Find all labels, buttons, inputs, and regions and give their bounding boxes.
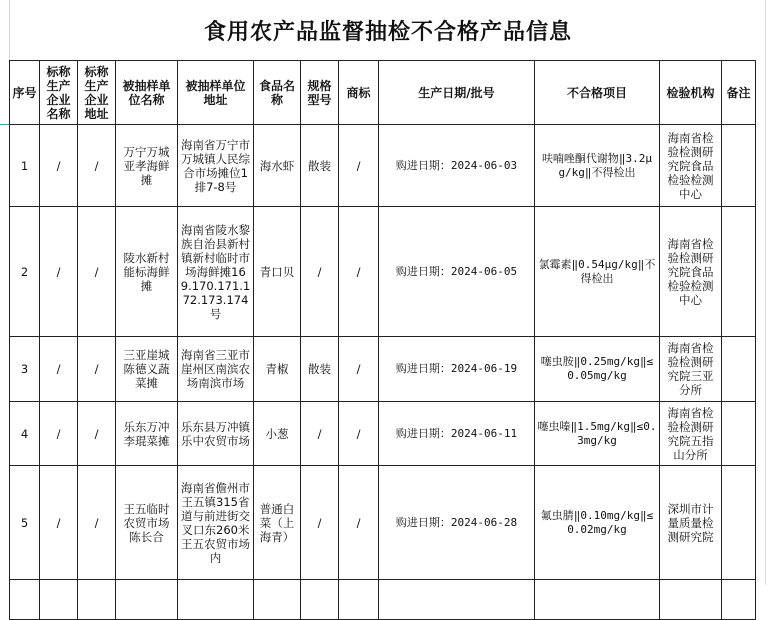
cell-no: 4 <box>10 402 40 466</box>
cell-agency: 海南省检验检测研究院五指山分所 <box>660 402 722 466</box>
cell-empty <box>40 580 78 620</box>
cell-sampled-unit-address: 海南省万宁市万城镇人民综合市场摊位1排7-8号 <box>178 125 254 207</box>
cell-producer: / <box>40 125 78 207</box>
cell-empty <box>116 580 178 620</box>
header-cell: 被抽样单位地址 <box>178 61 254 125</box>
cell-empty <box>339 580 379 620</box>
cell-no: 2 <box>10 207 40 337</box>
cell-empty <box>379 580 535 620</box>
header-cell: 序号 <box>10 61 40 125</box>
cell-sampled-unit-address: 海南省儋州市王五镇315省道与前进街交叉口东260米王五农贸市场内 <box>178 466 254 580</box>
cell-failed-item: 呋喃唑酮代谢物‖3.2μg/kg‖不得检出 <box>535 125 660 207</box>
cell-failed-item: 氯霉素‖0.54μg/kg‖不得检出 <box>535 207 660 337</box>
cell-agency: 海南省检验检测研究院食品检验检测中心 <box>660 125 722 207</box>
cell-no: 1 <box>10 125 40 207</box>
cell-agency: 深圳市计量质量检测研究院 <box>660 466 722 580</box>
table-row-partial <box>10 580 756 620</box>
cell-spec: 散装 <box>301 125 339 207</box>
cell-date: 购进日期：2024-06-28 <box>379 466 535 580</box>
table-row <box>10 125 756 207</box>
cell-producer-address: / <box>78 402 116 466</box>
cell-empty <box>722 580 756 620</box>
cell-food-name: 青椒 <box>254 337 301 402</box>
cell-food-name: 普通白菜（上海青） <box>254 466 301 580</box>
header-cell: 商标 <box>339 61 379 125</box>
cell-failed-item: 噻虫胺‖0.25mg/kg‖≤0.05mg/kg <box>535 337 660 402</box>
table-header-row <box>10 61 756 125</box>
cell-sampled-unit: 乐东万冲李琨菜摊 <box>116 402 178 466</box>
cell-empty <box>254 580 301 620</box>
cell-food-name: 小葱 <box>254 402 301 466</box>
cell-note <box>722 402 756 466</box>
cell-date: 购进日期：2024-06-03 <box>379 125 535 207</box>
header-cell: 不合格项目 <box>535 61 660 125</box>
header-cell: 生产日期/批号 <box>379 61 535 125</box>
cell-sampled-unit-address: 乐东县万冲镇乐中农贸市场 <box>178 402 254 466</box>
row-marker <box>0 124 9 125</box>
cell-note <box>722 207 756 337</box>
header-cell: 标称生产企业地址 <box>78 61 116 125</box>
cell-note <box>722 466 756 580</box>
cell-producer: / <box>40 466 78 580</box>
cell-empty <box>301 580 339 620</box>
cell-note <box>722 125 756 207</box>
cell-date: 购进日期：2024-06-11 <box>379 402 535 466</box>
cell-empty <box>178 580 254 620</box>
cell-sampled-unit: 陵水新村能标海鲜摊 <box>116 207 178 337</box>
header-cell: 食品名称 <box>254 61 301 125</box>
header-cell: 检验机构 <box>660 61 722 125</box>
cell-no: 5 <box>10 466 40 580</box>
header-cell: 被抽样单位名称 <box>116 61 178 125</box>
cell-spec: 散装 <box>301 337 339 402</box>
cell-producer: / <box>40 207 78 337</box>
sheet-left-margin <box>0 60 9 585</box>
cell-brand: / <box>339 466 379 580</box>
cell-producer: / <box>40 402 78 466</box>
cell-spec: / <box>301 207 339 337</box>
cell-no: 3 <box>10 337 40 402</box>
cell-date: 购进日期：2024-06-05 <box>379 207 535 337</box>
cell-producer-address: / <box>78 207 116 337</box>
cell-date: 购进日期：2024-06-19 <box>379 337 535 402</box>
cell-empty <box>78 580 116 620</box>
cell-spec: / <box>301 402 339 466</box>
cell-failed-item: 氟虫腈‖0.10mg/kg‖≤0.02mg/kg <box>535 466 660 580</box>
cell-sampled-unit: 三亚崖城陈德义蔬菜摊 <box>116 337 178 402</box>
cell-producer-address: / <box>78 125 116 207</box>
cell-empty <box>660 580 722 620</box>
cell-sampled-unit: 王五临时农贸市场陈长合 <box>116 466 178 580</box>
results-table <box>9 60 756 620</box>
cell-brand: / <box>339 207 379 337</box>
cell-empty <box>535 580 660 620</box>
table-row <box>10 207 756 337</box>
sheet-gridline <box>765 0 766 585</box>
page-title: 食用农产品监督抽检不合格产品信息 <box>203 18 572 45</box>
cell-sampled-unit-address: 海南省陵水黎族自治县新村镇新村临时市场海鲜摊169.170.171.172.173.174号 <box>178 207 254 337</box>
cell-sampled-unit: 万宁万城亚孝海鲜摊 <box>116 125 178 207</box>
header-cell: 备注 <box>722 61 756 125</box>
cell-empty <box>10 580 40 620</box>
cell-agency: 海南省检验检测研究院食品检验检测中心 <box>660 207 722 337</box>
cell-food-name: 海水虾 <box>254 125 301 207</box>
cell-sampled-unit-address: 海南省三亚市崖州区南滨农场南滨市场 <box>178 337 254 402</box>
header-cell: 标称生产企业名称 <box>40 61 78 125</box>
cell-food-name: 青口贝 <box>254 207 301 337</box>
table-row <box>10 402 756 466</box>
cell-producer-address: / <box>78 466 116 580</box>
cell-failed-item: 噻虫嗪‖1.5mg/kg‖≤0.3mg/kg <box>535 402 660 466</box>
header-cell: 规格型号 <box>301 61 339 125</box>
cell-producer: / <box>40 337 78 402</box>
table-row <box>10 337 756 402</box>
cell-agency: 海南省检验检测研究院三亚分所 <box>660 337 722 402</box>
cell-spec: / <box>301 466 339 580</box>
cell-note <box>722 337 756 402</box>
cell-brand: / <box>339 337 379 402</box>
cell-brand: / <box>339 402 379 466</box>
table-row <box>10 466 756 580</box>
cell-brand: / <box>339 125 379 207</box>
cell-producer-address: / <box>78 337 116 402</box>
